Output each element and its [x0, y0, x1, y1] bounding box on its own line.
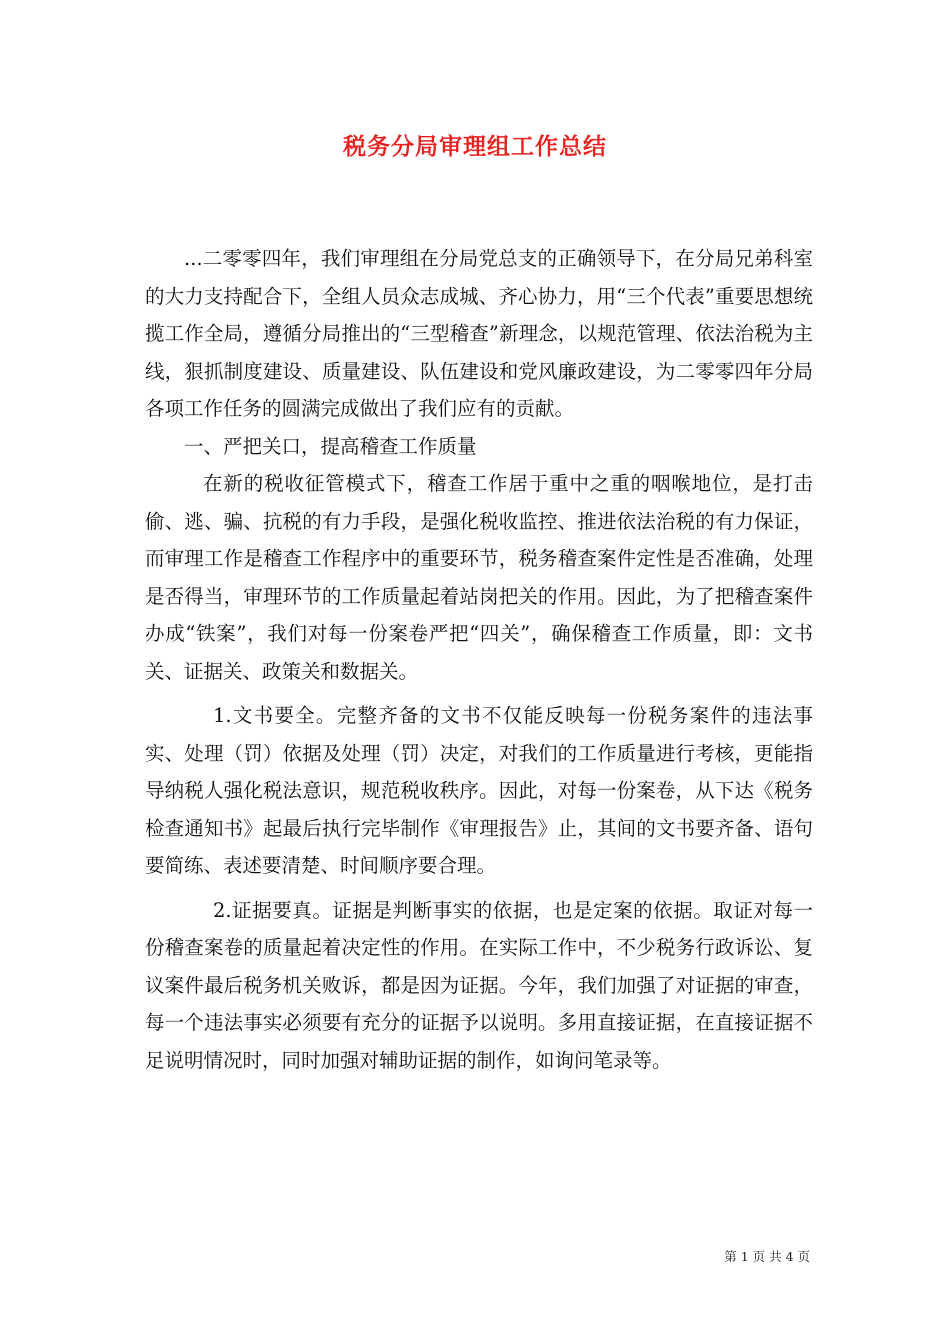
paragraph-section-1: 在新的税收征管模式下，稽查工作居于重中之重的咽喉地位，是打击偷、逃、骗、抗税的有力手段，是强化税收监控、推进依法治税的有力保证，而审理工作是稽查工作程序中的重要环节，税务稽查案件定性是否准确，处理是否得当，审理环节的工作质量起着站岗把关的作用。因此，为了把稽查案件办成“铁案”，我们对每一份案卷严把“四关”，确保稽查工作质量，即：文书关、证据关、政策关和数据关。	[145, 472, 813, 683]
paragraph-item-2: 2.证据要真。证据是判断事实的依据，也是定案的依据。取证对每一份稽查案卷的质量起着决定性的作用。在实际工作中，不少税务行政诉讼、复议案件最后税务机关败诉，都是因为证据。今年，我们加强了对证据的审查，每一个违法事实必须要有充分的证据予以说明。多用直接证据，在直接证据不足说明情况时，同时加强对辅助证据的制作，如询问笔录等。	[145, 898, 813, 1072]
paragraph-intro: ...二零零四年，我们审理组在分局党总支的正确领导下，在分局兄弟科室的大力支持配合下，全组人员众志成城、齐心协力，用“三个代表”重要思想统揽工作全局，遵循分局推出的“三型稽查”新理念，以规范管理、依法治税为主线，狠抓制度建设、质量建设、队伍建设和党风廉政建设，为二零零四年分局各项工作任务的圆满完成做出了我们应有的贡献。	[145, 247, 813, 420]
paragraph-item-1: 1.文书要全。完整齐备的文书不仅能反映每一份税务案件的违法事实、处理（罚）依据及处理（罚）决定，对我们的工作质量进行考核，更能指导纳税人强化税法意识，规范税收秩序。因此，对每一份案卷，从下达《税务检查通知书》起最后执行完毕制作《审理报告》止，其间的文书要齐备、语句要简练、表述要清楚、时间顺序要合理。	[145, 704, 813, 877]
document-body	[145, 240, 813, 1079]
page-number: 第 1 页 共 4 页	[724, 1249, 810, 1264]
section-heading: 一、严把关口，提高稽查工作质量	[184, 434, 477, 458]
document-title: 税务分局审理组工作总结	[343, 133, 607, 160]
